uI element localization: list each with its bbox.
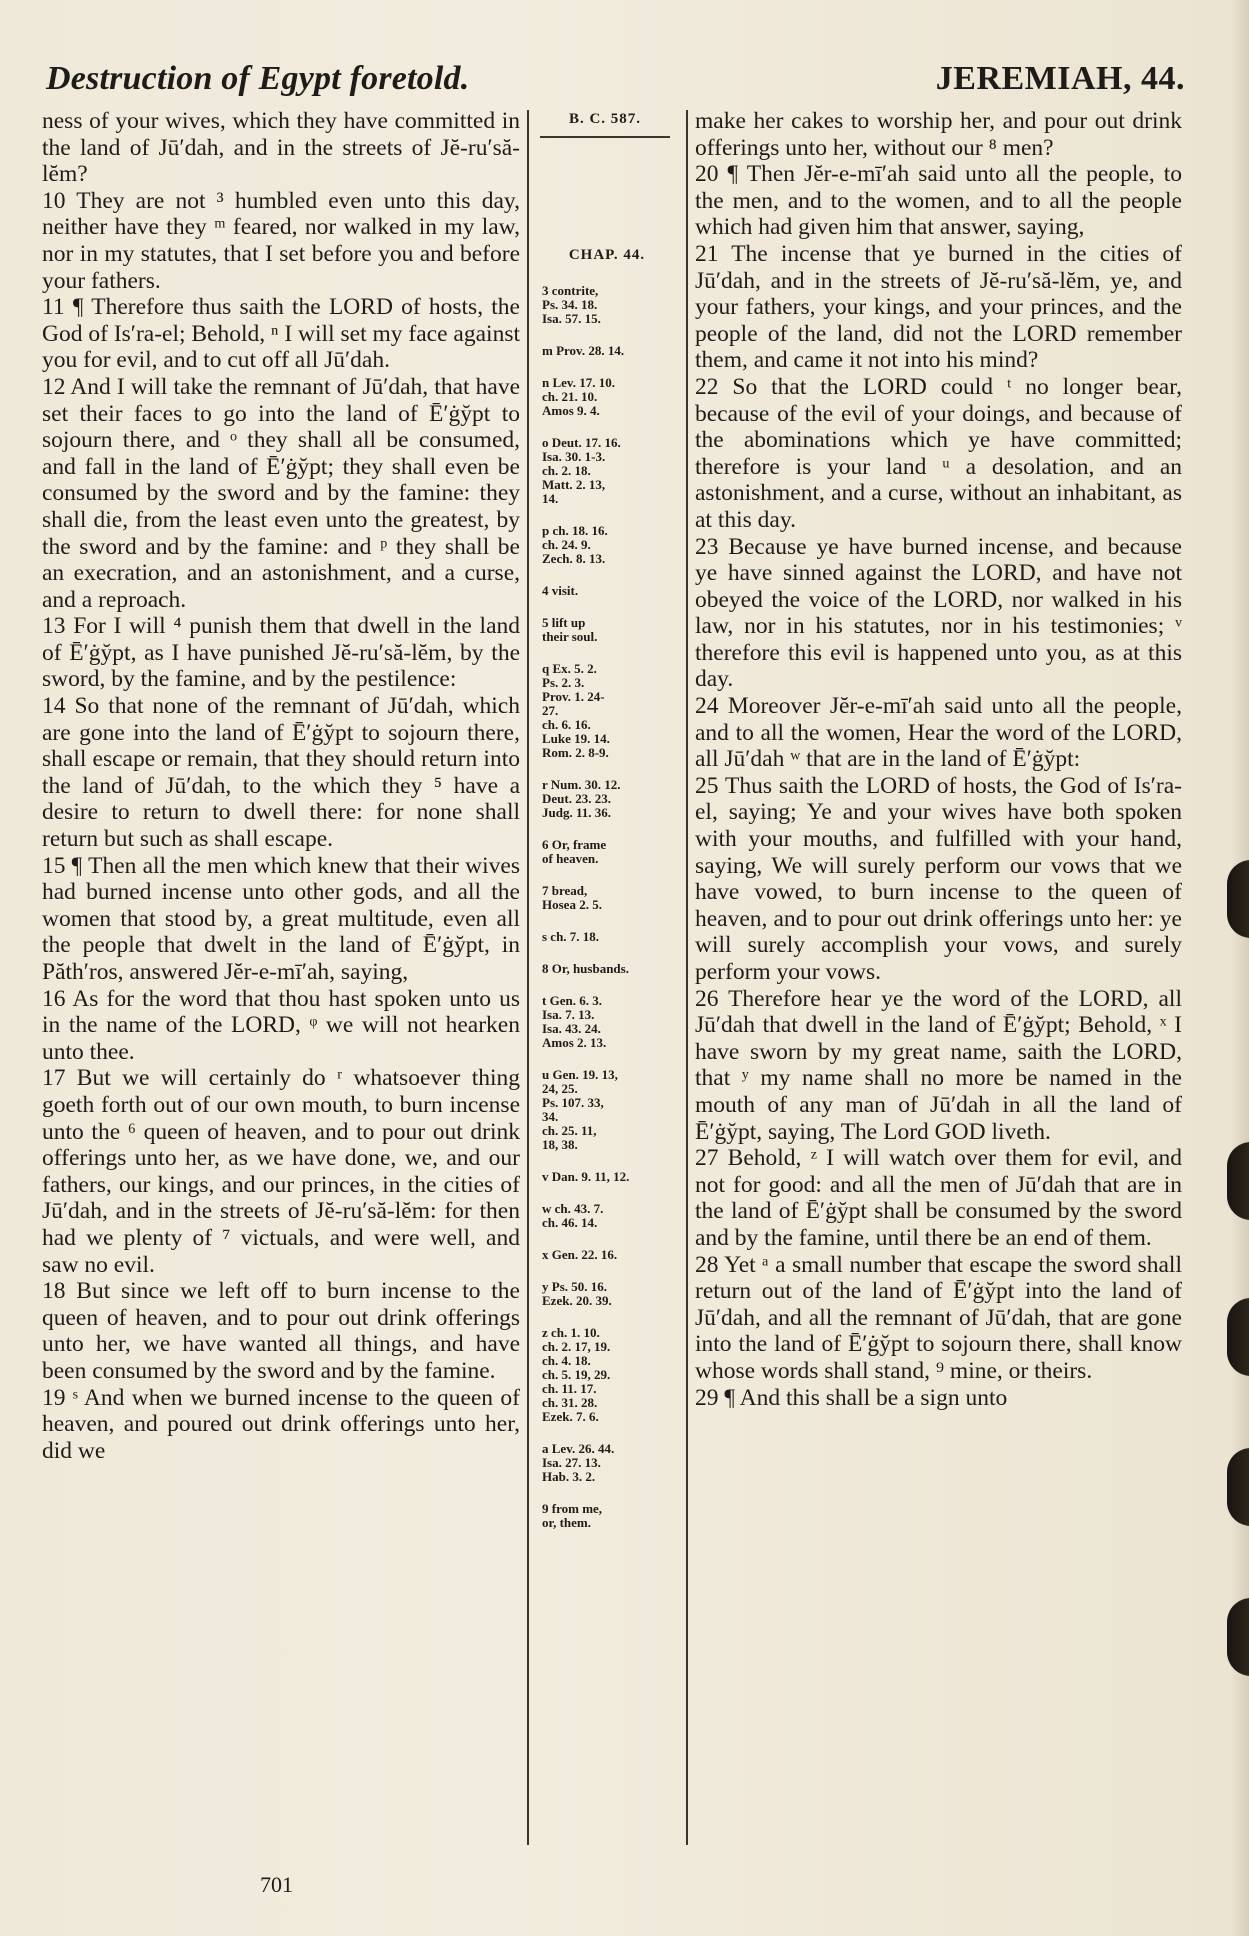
verse-paragraph: 15 ¶ Then all the men which knew that their wives had burned incense unto other gods, and all the women that stood by, a great multitude, even all the people that dwelt in the land of Ē′ġy̆pt, in Păth′ros, answered Jĕr-e-mī′ah, saying, <box>42 852 520 985</box>
verse-paragraph: 24 Moreover Jĕr-e-mī′ah said unto all the people, and to all the women, Hear the word of the LORD, all Jū′dah ʷ that are in the land of Ē′ġy̆pt: <box>695 693 1182 773</box>
cross-reference: y Ps. 50. 16. Ezek. 20. 39. <box>542 1279 612 1308</box>
verse-paragraph: 23 Because ye have burned incense, and because ye have sinned against the LORD, and have not obeyed the voice of the LORD, nor walked in his law, nor in his statutes, nor in his testimonies; ᵛ therefore this evil is happened unto you, as at this day. <box>695 533 1182 693</box>
verse-paragraph: ness of your wives, which they have committed in the land of Jū′dah, and in the streets of Jĕ-ru′să-lĕm? <box>42 108 520 188</box>
verse-paragraph: 25 Thus saith the LORD of hosts, the God of Is′ra-el, saying; Ye and your wives have both spoken with your mouths, and fulfilled with your hand, saying, We will surely perform our vows that we have vowed, to burn incense to the queen of heaven, and to pour out drink offerings unto her: ye will surely accomplish your vows, and surely perform your vows. <box>695 772 1182 985</box>
verse-paragraph: 26 Therefore hear ye the word of the LORD, all Jū′dah that dwell in the land of Ē′ġy̆pt; Behold, ˣ I have sworn by my great name, saith the LORD, that ʸ my name shall no more be named in the mouth of any man of Jū′dah in all the land of Ē′ġy̆pt, saying, The Lord GOD liveth. <box>695 985 1182 1145</box>
page-number: 701 <box>260 1872 293 1897</box>
center-reference-column <box>532 108 682 1548</box>
cross-reference: m Prov. 28. 14. <box>542 343 625 358</box>
verse-paragraph: 10 They are not ³ humbled even unto this day, neither have they ᵐ feared, nor walked in my law, nor in my statutes, that I set before you and before your fathers. <box>42 187 520 294</box>
cross-reference: 9 from me, or, them. <box>542 1501 603 1530</box>
chronology-date: B. C. 587. <box>540 112 670 138</box>
cross-reference: s ch. 7. 18. <box>542 929 600 944</box>
cross-reference: x Gen. 22. 16. <box>542 1247 618 1262</box>
verse-paragraph: 28 Yet ᵃ a small number that escape the sword shall return out of the land of Ē′ġy̆pt into the land of Jū′dah, and all the remnant of Jū′dah, that are gone into the land of Ē′ġy̆pt to sojourn there, shall know whose words shall stand, ⁹ mine, or theirs. <box>695 1251 1182 1384</box>
cross-reference: 7 bread, Hosea 2. 5. <box>542 883 602 912</box>
cross-reference: t Gen. 6. 3. Isa. 7. 13. Isa. 43. 24. Amos 2. 13. <box>542 993 607 1050</box>
verse-paragraph: 12 And I will take the remnant of Jū′dah, that have set their faces to go into the land of Ē′ġy̆pt to sojourn there, and ᵒ they shall all be consumed, and fall in the land of Ē′ġy̆pt; they shall even be consumed by the sword and by the famine: they shall die, from the least even unto the greatest, by the sword and by the famine: and ᵖ they shall be an execration, and an astonishment, and a curse, and a reproach. <box>42 373 520 613</box>
right-text-column <box>695 108 1182 1411</box>
verse-paragraph: 27 Behold, ᶻ I will watch over them for evil, and not for good: and all the men of Jū′dah that are in the land of Ē′ġy̆pt shall be consumed by the sword and by the famine, until there be an end of them. <box>695 1145 1182 1251</box>
verse-paragraph: 22 So that the LORD could ᵗ no longer bear, because of the evil of your doings, and because of the abominations which ye have committed; therefore is your land ᵘ a desolation, and an astonishment, and a curse, without an inhabitant, as at this day. <box>695 373 1182 533</box>
cross-reference: 5 lift up their soul. <box>542 615 598 644</box>
running-head-left: Destruction of Egypt foretold. <box>46 60 470 97</box>
verse-paragraph: 19 ˢ And when we burned incense to the queen of heaven, and poured out drink offerings unto her, did we <box>42 1384 520 1464</box>
cross-reference: a Lev. 26. 44. Isa. 27. 13. Hab. 3. 2. <box>542 1441 615 1484</box>
cross-reference: q Ex. 5. 2. Ps. 2. 3. Prov. 1. 24- 27. ch. 6. 16. Luke 19. 14. Rom. 2. 8-9. <box>542 661 610 760</box>
left-text-column <box>42 108 520 1464</box>
cross-reference: v Dan. 9. 11, 12. <box>542 1169 630 1184</box>
page-edge-shadow <box>1231 0 1249 1936</box>
verse-paragraph: 29 ¶ And this shall be a sign unto <box>695 1384 1008 1411</box>
verse-paragraph: 14 So that none of the remnant of Jū′dah, which are gone into the land of Ē′ġy̆pt to sojourn there, shall escape or remain, that they should return into the land of Jū′dah, to the which they ⁵ have a desire to return to dwell there: for none shall return but such as shall escape. <box>42 693 520 853</box>
cross-reference: o Deut. 17. 16. Isa. 30. 1-3. ch. 2. 18. Matt. 2. 13, 14. <box>542 435 621 506</box>
cross-reference: z ch. 1. 10. ch. 2. 17, 19. ch. 4. 18. ch. 5. 19, 29. ch. 11. 17. ch. 31. 28. Ezek. 7. 6. <box>542 1325 611 1424</box>
cross-reference: u Gen. 19. 13, 24, 25. Ps. 107. 33, 34. ch. 25. 11, 18, 38. <box>542 1067 618 1152</box>
verse-paragraph: 17 But we will certainly do ʳ whatsoever thing goeth forth out of our own mouth, to burn incense unto the ⁶ queen of heaven, and to pour out drink offerings unto her, as we have done, we, and our fathers, our kings, and our princes, in the cities of Jū′dah, and in the streets of Jĕ-ru′să-lĕm: for then had we plenty of ⁷ victuals, and were well, and saw no evil. <box>42 1065 520 1278</box>
cross-reference: 3 contrite, Ps. 34. 18. Isa. 57. 15. <box>542 283 601 326</box>
cross-reference: n Lev. 17. 10. ch. 21. 10. Amos 9. 4. <box>542 375 615 418</box>
cross-reference: w ch. 43. 7. ch. 46. 14. <box>542 1201 604 1230</box>
column-rule-left <box>527 110 529 1845</box>
cross-reference: 4 visit. <box>542 583 579 598</box>
verse-paragraph: 16 As for the word that thou hast spoken unto us in the name of the LORD, ᵠ we will not hearken unto thee. <box>42 985 520 1065</box>
verse-paragraph: 18 But since we left off to burn incense to the queen of heaven, and to pour out drink offerings unto her, we have wanted all things, and have been consumed by the sword and by the famine. <box>42 1278 520 1384</box>
verse-paragraph: 20 ¶ Then Jĕr-e-mī′ah said unto all the people, to the men, and to the women, and to all the people which had given him that answer, saying, <box>695 161 1182 241</box>
column-rule-right <box>686 110 688 1845</box>
cross-reference: r Num. 30. 12. Deut. 23. 23. Judg. 11. 36. <box>542 777 621 820</box>
verse-paragraph: 11 ¶ Therefore thus saith the LORD of hosts, the God of Is′ra-el; Behold, ⁿ I will set my face against you for evil, and to cut off all Jū′dah. <box>42 294 520 374</box>
chapter-label: CHAP. 44. <box>568 247 646 263</box>
cross-reference: 8 Or, husbands. <box>542 961 629 976</box>
verse-paragraph: make her cakes to worship her, and pour out drink offerings unto her, without our ⁸ men? <box>695 108 1182 161</box>
verse-paragraph: 13 For I will ⁴ punish them that dwell in the land of Ē′ġy̆pt, as I have punished Jĕ-ru′să-lĕm, by the sword, by the famine, and by the pestilence: <box>42 613 520 693</box>
verse-paragraph: 21 The incense that ye burned in the cities of Jū′dah, and in the streets of Jĕ-ru′să-lĕm, ye, and your fathers, your kings, and your princes, and the people of the land, did not the LORD remember them, and came it not into his mind? <box>695 240 1182 374</box>
cross-reference: p ch. 18. 16. ch. 24. 9. Zech. 8. 13. <box>542 523 608 566</box>
running-head-right: JEREMIAH, 44. <box>935 60 1185 97</box>
cross-reference: 6 Or, frame of heaven. <box>542 837 607 866</box>
